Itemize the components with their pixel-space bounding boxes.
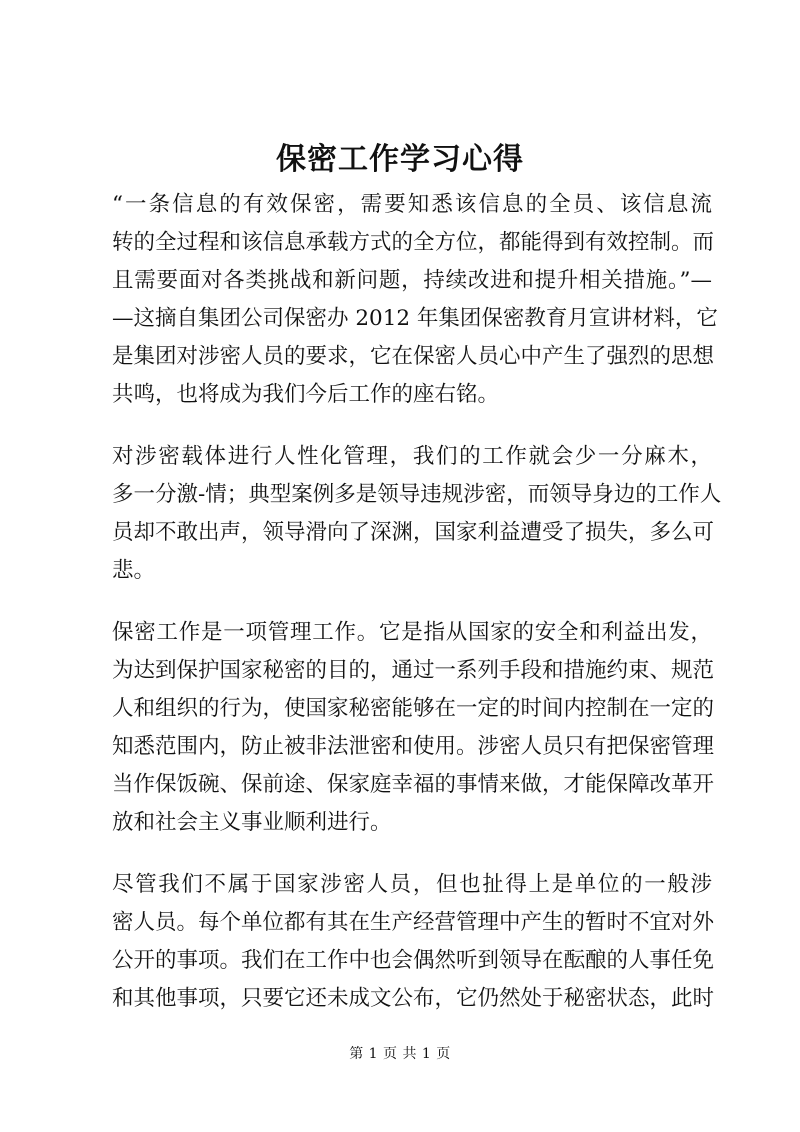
document-body	[112, 186, 722, 1018]
paragraph-line: 当作保饭碗、保前途、保家庭幸福的事情来做，才能保障改革开	[112, 772, 715, 797]
paragraph-line: “一条信息的有效保密，需要知悉该信息的全员、该信息流	[112, 192, 712, 217]
paragraph-line: —这摘自集团公司保密办 2012 年集团保密教育月宣讲材料，它	[112, 306, 718, 331]
paragraph-line: 和其他事项，只要它还未成文公布，它仍然处于秘密状态，此时	[112, 986, 715, 1011]
paragraph-line: 员却不敢出声，领导滑向了深渊，国家利益遭受了损失，多么可	[112, 520, 715, 545]
paragraph-line: 转的全过程和该信息承载方式的全方位，都能得到有效控制。而	[112, 230, 715, 255]
document-title: 保密工作学习心得	[276, 142, 524, 177]
paragraph-spacing	[112, 414, 712, 438]
paragraph-line: 悲。	[112, 558, 156, 583]
paragraph-line: 密人员。每个单位都有其在生产经营管理中产生的暂时不宜对外	[112, 910, 715, 935]
paragraph-spacing	[112, 590, 712, 614]
paragraph-4	[112, 866, 715, 1018]
paragraph-line: 尽管我们不属于国家涉密人员，但也扯得上是单位的一般涉	[112, 872, 712, 897]
paragraph-line: 且需要面对各类挑战和新问题，持续改进和提升相关措施。”—	[112, 268, 712, 293]
paragraph-line: 为达到保护国家秘密的目的，通过一系列手段和措施约束、规范	[112, 658, 715, 683]
paragraph-line: 保密工作是一项管理工作。它是指从国家的安全和利益出发，	[112, 620, 712, 645]
paragraph-2	[112, 438, 722, 590]
paragraph-line: 人和组织的行为，使国家秘密能够在一定的时间内控制在一定的	[112, 696, 715, 721]
paragraph-line: 是集团对涉密人员的要求，它在保密人员心中产生了强烈的思想	[112, 344, 715, 369]
paragraph-line: 公开的事项。我们在工作中也会偶然听到领导在酝酿的人事任免	[112, 948, 715, 973]
paragraph-spacing	[112, 842, 712, 866]
paragraph-line: 共鸣，也将成为我们今后工作的座右铭。	[112, 382, 500, 407]
paragraph-1	[112, 186, 718, 414]
paragraph-line: 知悉范围内，防止被非法泄密和使用。涉密人员只有把保密管理	[112, 734, 715, 759]
page-footer: 第 1 页 共 1 页	[349, 1046, 451, 1062]
paragraph-3	[112, 614, 715, 842]
paragraph-line: 多一分激-情；典型案例多是领导违规涉密，而领导身边的工作人	[112, 482, 722, 507]
paragraph-line: 对涉密载体进行人性化管理，我们的工作就会少一分麻木，	[112, 444, 712, 469]
paragraph-line: 放和社会主义事业顺利进行。	[112, 810, 392, 835]
